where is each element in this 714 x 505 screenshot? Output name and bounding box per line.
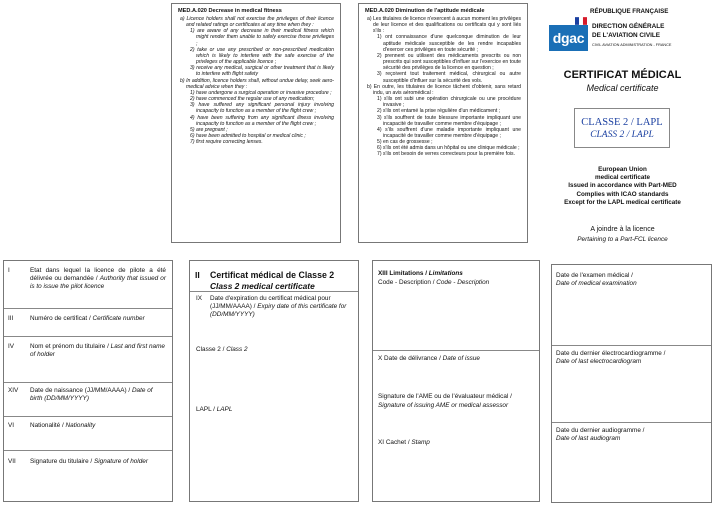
eu-line: medical certificate — [595, 174, 650, 182]
label-fr: Date de naissance (JJ/MM/AAAA) / — [30, 387, 132, 394]
class2-panel — [189, 260, 359, 502]
label-fr: Date du dernier électrocardiogramme / — [556, 350, 666, 357]
holder-row-number: III — [8, 315, 14, 322]
med-french-title: MED.A.020 Diminution de l'aptitude médicale — [365, 8, 485, 14]
eu-line: Complies with ICAO standards — [576, 190, 669, 198]
label-fr: Date de l'examen médical / — [556, 272, 633, 279]
med-french-b-item: 7) s'ils ont besoin de verres correcteurs pour la première fois. — [377, 151, 515, 158]
med-french-a-intro: a) Les titulaires de licence n'exercent à aucun moment les privilèges de leur licence et des qualifications ou certificats qui y sont liés s'ils : — [367, 16, 521, 35]
holder-row-number: I — [8, 267, 10, 274]
label-en: Limitations — [428, 270, 463, 277]
issue-date-field[interactable] — [378, 355, 480, 362]
republic-label: RÉPUBLIQUE FRANÇAISE — [590, 8, 669, 15]
label-fr: LAPL / — [196, 406, 217, 413]
holder-row-cert-number — [4, 315, 172, 335]
eu-line: Except for the LAPL medical certificate — [564, 198, 681, 206]
label-en: Date of last audiogram — [556, 435, 621, 442]
label-fr: X Date de délivrance / — [378, 355, 443, 362]
holder-divider — [4, 450, 172, 451]
label-en: Expiry date of this certificate for (DD/MM/YYYY) — [210, 303, 347, 318]
label-fr: Nom et prénom du titulaire / — [30, 343, 111, 350]
lapl-field[interactable] — [196, 406, 232, 413]
holder-divider — [4, 336, 172, 337]
label-en: Code - Description — [436, 279, 490, 286]
label-en: Class 2 — [226, 346, 248, 353]
label-en: Date of birth (DD/MM/YYYY) — [30, 387, 153, 402]
label-fr: Signature de l'AME ou de l'évaluateur médical / — [378, 393, 512, 400]
holder-divider — [4, 308, 172, 309]
label-en: Signature of holder — [93, 458, 148, 465]
holder-row-number: IV — [8, 343, 15, 350]
med-english-a-item: 3) receive any medical, surgical or other treatment that is likely to interfere with flight safety — [190, 65, 334, 78]
audiogram-date-field[interactable] — [556, 427, 644, 443]
holder-row-label — [30, 387, 166, 403]
holder-row-birthdate — [4, 387, 172, 417]
med-french-b-item: 3) s'ils souffrent de toute blessure importante impliquant une incapacité de travailler comme membre d'équipage ; — [377, 114, 521, 127]
eu-line: Issued in accordance with Part-MED — [568, 182, 677, 190]
tricolor-flag-icon — [575, 17, 587, 25]
holder-row-label — [30, 315, 166, 323]
label-fr: Classe 2 / — [196, 346, 227, 353]
class2-title-en: Class 2 medical certificate — [210, 281, 315, 291]
med-french-panel — [358, 3, 528, 243]
med-english-b-item: 4) have been suffering from any significant illness involving incapacity to function as a member of the flight crew ; — [190, 114, 334, 127]
cover-panel — [540, 3, 712, 248]
med-english-b-intro: b) In addition, licence holders shall, without undue delay, seek aero-medical advice when they : — [180, 77, 334, 90]
exam-date-field[interactable] — [556, 272, 637, 288]
expiry-number: IX — [196, 295, 203, 302]
label-fr: Nationalité / — [30, 422, 66, 429]
eu-line: European Union — [598, 166, 647, 173]
limitations-title — [378, 270, 463, 277]
label-fr: Date d'expiration du certificat médical pour (JJ/MM/AAAA) / — [210, 295, 331, 310]
label-en: Signature of issuing AME or medical assessor — [378, 402, 509, 409]
class2-title-fr: Certificat médical de Classe 2 — [210, 270, 335, 280]
holder-row-label — [30, 458, 166, 466]
expiry-label — [210, 295, 348, 319]
med-english-body — [178, 16, 334, 145]
med-english-b-item: 6) have been admitted to hospital or medical clinic ; — [190, 132, 306, 139]
label-fr: Signature du titulaire / — [30, 458, 94, 465]
med-french-b-item: 6) s'ils ont été admis dans un hôpital ou une clinique médicale ; — [377, 145, 520, 152]
holder-row-label — [30, 267, 166, 291]
med-english-b-item: 7) first require correcting lenses. — [190, 139, 263, 146]
holder-row-authority — [4, 267, 172, 303]
attach-fr: A joindre à la licence — [590, 226, 655, 233]
exams-divider — [552, 345, 711, 346]
exams-divider — [552, 422, 711, 423]
certificate-title: CERTIFICAT MÉDICAL — [563, 69, 682, 81]
ame-signature-field[interactable] — [378, 392, 533, 410]
med-english-title: MED.A.020 Decrease in medical fitness — [178, 8, 282, 14]
med-french-a-item: 3) reçoivent tout traitement médical, chirurgical ou autre susceptible d'influer sur la sécurité des vols. — [377, 71, 521, 84]
holder-row-number: VI — [8, 422, 15, 429]
label-en: Date of last electrocardiogram — [556, 358, 642, 365]
med-french-a-item: 2) prennent ou utilisent des médicaments prescrits ou non prescrits qui sont susceptibles d'influer sur l'exercice en toute sécurité des privilèges de la licence en question ; — [377, 52, 521, 72]
holder-row-label — [30, 422, 166, 430]
holder-row-number: VII — [8, 458, 16, 465]
holder-row-label — [30, 343, 166, 359]
med-french-b-item: 1) s'ils ont subi une opération chirurgicale ou une procédure invasive ; — [377, 96, 521, 109]
med-english-a-intro: a) Licence holders shall not exercise the privileges of their licence and related ratings or certificates at any time when they : — [180, 16, 334, 29]
med-english-a-item: 1) are aware of any decrease in their medical fitness which might render them unable to safely exercise those privileges ; — [190, 28, 334, 47]
label-fr: Date du dernier audiogramme / — [556, 427, 645, 434]
med-english-a-item: 2) take or use any prescribed or non-prescribed medication which is likely to interfere with the safe exercise of the privileges of the applicable licence ; — [190, 46, 334, 66]
class2-header — [190, 268, 358, 292]
class-box — [574, 108, 670, 148]
label-fr: Etat dans lequel la licence de pilote a été délivrée ou demandée / — [30, 267, 166, 282]
label-en: Nationality — [65, 422, 96, 429]
limitations-code — [378, 279, 489, 286]
med-french-b-intro: b) En outre, les titulaires de licence tâchent d'obtenir, sans retard indu, un avis aéromédical : — [367, 83, 521, 96]
label-fr: XI Cachet / — [378, 439, 412, 446]
exams-panel — [551, 264, 712, 503]
class2-divider — [190, 291, 358, 292]
med-english-b-item: 2) have commenced the regular use of any medication; — [190, 96, 315, 103]
limitations-divider — [373, 350, 539, 351]
limitations-panel — [372, 260, 540, 502]
class2-field[interactable] — [196, 346, 248, 353]
med-french-b-item: 2) s'ils ont entamé la prise régulière d'un médicament ; — [377, 108, 501, 115]
attach-en: Pertaining to a Part-FCL licence — [577, 236, 668, 243]
med-french-b-item: 4) s'ils souffrent d'une maladie importante impliquant une incapacité de travailler comme membre d'équipage ; — [377, 126, 521, 139]
label-fr: XIII Limitations / — [378, 270, 429, 277]
certificate-subtitle: Medical certificate — [586, 83, 659, 93]
direction-line-1: DIRECTION GÉNÉRALE — [592, 23, 665, 30]
holder-divider — [4, 382, 172, 383]
med-english-b-item: 5) are pregnant ; — [190, 126, 228, 133]
med-french-body — [365, 16, 521, 158]
class2-number: II — [195, 270, 200, 280]
label-fr: Code - Description / — [378, 279, 437, 286]
label-en: Date of medical examination — [556, 280, 637, 287]
ecg-date-field[interactable] — [556, 350, 665, 366]
class-label-fr: CLASSE 2 / LAPL — [581, 117, 663, 128]
med-french-a-item: 1) ont connaissance d'une quelconque diminution de leur aptitude médicale susceptible de les rendre incapables d'exercer ces privilèges en toute sécurité ; — [377, 34, 521, 53]
dgac-logo-text: dgac — [552, 30, 585, 46]
class-label-en: CLASS 2 / LAPL — [590, 130, 654, 140]
holder-divider — [4, 416, 172, 417]
direction-english: CIVIL AVIATION ADMINISTRATION - FRANCE — [592, 43, 672, 47]
stamp-field[interactable] — [378, 439, 430, 446]
label-en: Date of issue — [442, 355, 480, 362]
holder-row-name — [4, 343, 172, 373]
eu-block — [540, 166, 705, 207]
label-en: Last and first name of holder — [30, 343, 165, 358]
med-english-panel — [171, 3, 341, 243]
label-en: Authority that issued or is to issue the pilot licence — [30, 275, 166, 290]
holder-row-number: XIV — [8, 387, 19, 394]
med-english-b-item: 1) have undergone a surgical operation or invasive procedure ; — [190, 89, 332, 96]
holder-panel — [3, 260, 173, 502]
label-en: Stamp — [411, 439, 430, 446]
holder-row-nationality — [4, 422, 172, 442]
dgac-logo — [549, 25, 588, 51]
label-en: LAPL — [216, 406, 233, 413]
label-en: Certificate number — [92, 315, 145, 322]
label-fr: Numéro de certificat / — [30, 315, 93, 322]
direction-line-2: DE L'AVIATION CIVILE — [592, 32, 661, 39]
med-english-b-item: 3) have suffered any significant personal injury involving incapacity to function as a member of the flight crew ; — [190, 102, 334, 115]
holder-row-signature — [4, 458, 172, 478]
med-french-b-item: 5) en cas de grossesse ; — [377, 139, 433, 146]
